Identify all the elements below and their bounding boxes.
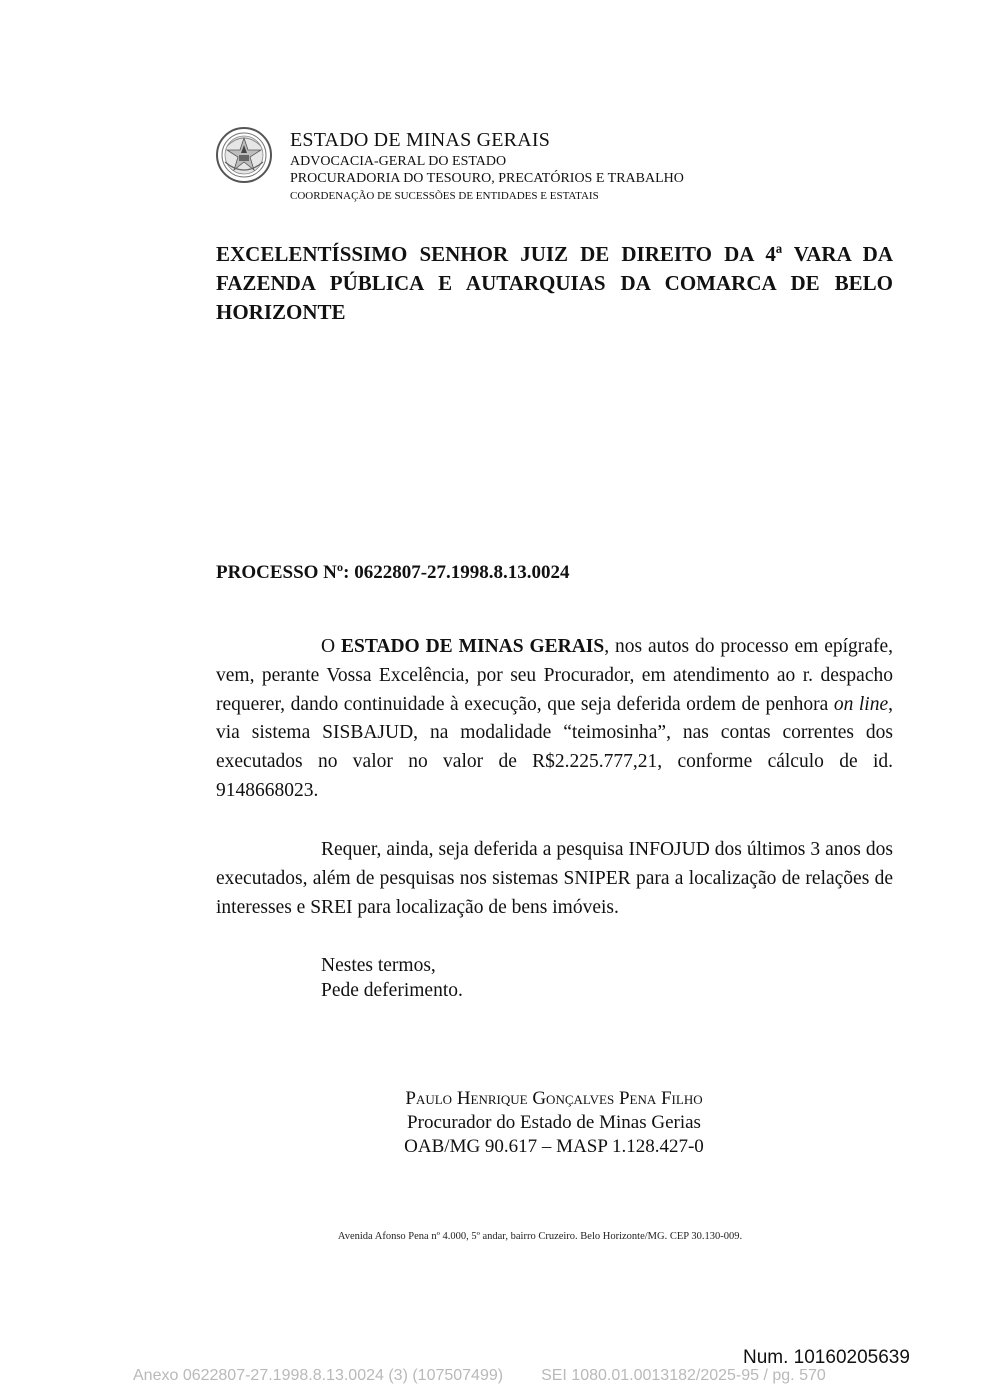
process-number: PROCESSO Nº: 0622807-27.1998.8.13.0024	[216, 562, 570, 583]
closing	[321, 953, 463, 1003]
paragraph1-text-a: , nos autos do processo em epígrafe, vem, perante Vossa Excelência, por seu Procurador, em atendimento ao r. despacho requerer, dando continuidade à execução, que seja deferida ordem de penhora	[216, 636, 893, 715]
letterhead	[290, 128, 684, 203]
closing-line-1: Nestes termos,	[321, 955, 436, 976]
signature-block	[320, 1087, 788, 1159]
document-number: Num. 10160205639	[743, 1347, 910, 1368]
paragraph2-text: Requer, ainda, seja deferida a pesquisa INFOJUD dos últimos 3 anos dos executados, além de pesquisas nos sistemas SNIPER para a localização de relações de interesses e SREI para localização de bens imóveis.	[216, 839, 893, 918]
footer-address: Avenida Afonso Pena nº 4.000, 5º andar, bairro Cruzeiro. Belo Horizonte/MG. CEP 30.130-009.	[337, 1231, 743, 1242]
letterhead-agency: ADVOCACIA-GERAL DO ESTADO	[290, 154, 507, 169]
annex-right: SEI 1080.01.0013182/2025-95 / pg. 570	[541, 1367, 826, 1384]
paragraph1-text-b: , via sistema SISBAJUD, na modalidade “teimosinha”, nas contas correntes dos executados no valor no valor de R$2.225.777,21, conforme cálculo de id. 9148668023.	[216, 693, 893, 801]
letterhead-coordenacao: COORDENAÇÃO DE SUCESSÕES DE ENTIDADES E ESTATAIS	[290, 189, 599, 202]
annex-stamp	[133, 1367, 826, 1385]
signer-title: Procurador do Estado de Minas Gerias	[407, 1112, 701, 1133]
signer-name: Paulo Henrique Gonçalves Pena Filho	[405, 1088, 703, 1109]
paragraph1-italic: on line	[833, 693, 889, 715]
letterhead-procuradoria: PROCURADORIA DO TESOURO, PRECATÓRIOS E TRABALHO	[290, 170, 684, 186]
signer-registration: OAB/MG 90.617 – MASP 1.128.427-0	[404, 1136, 704, 1157]
paragraph1-prefix: O	[321, 636, 341, 657]
paragraph-request-infojud	[216, 836, 893, 922]
paragraph-request-penhora	[216, 633, 893, 806]
party-name: ESTADO DE MINAS GERAIS	[340, 636, 605, 657]
addressee: EXCELENTÍSSIMO SENHOR JUIZ DE DIREITO DA 4ª VARA DA FAZENDA PÚBLICA E AUTARQUIAS DA COMARCA DE BELO HORIZONTE	[216, 242, 893, 324]
closing-line-2: Pede deferimento.	[321, 980, 463, 1001]
letterhead-state: ESTADO DE MINAS GERAIS	[290, 129, 551, 151]
minas-gerais-seal-icon	[215, 126, 273, 184]
annex-left: Anexo 0622807-27.1998.8.13.0024 (3) (107507499)	[133, 1367, 504, 1384]
